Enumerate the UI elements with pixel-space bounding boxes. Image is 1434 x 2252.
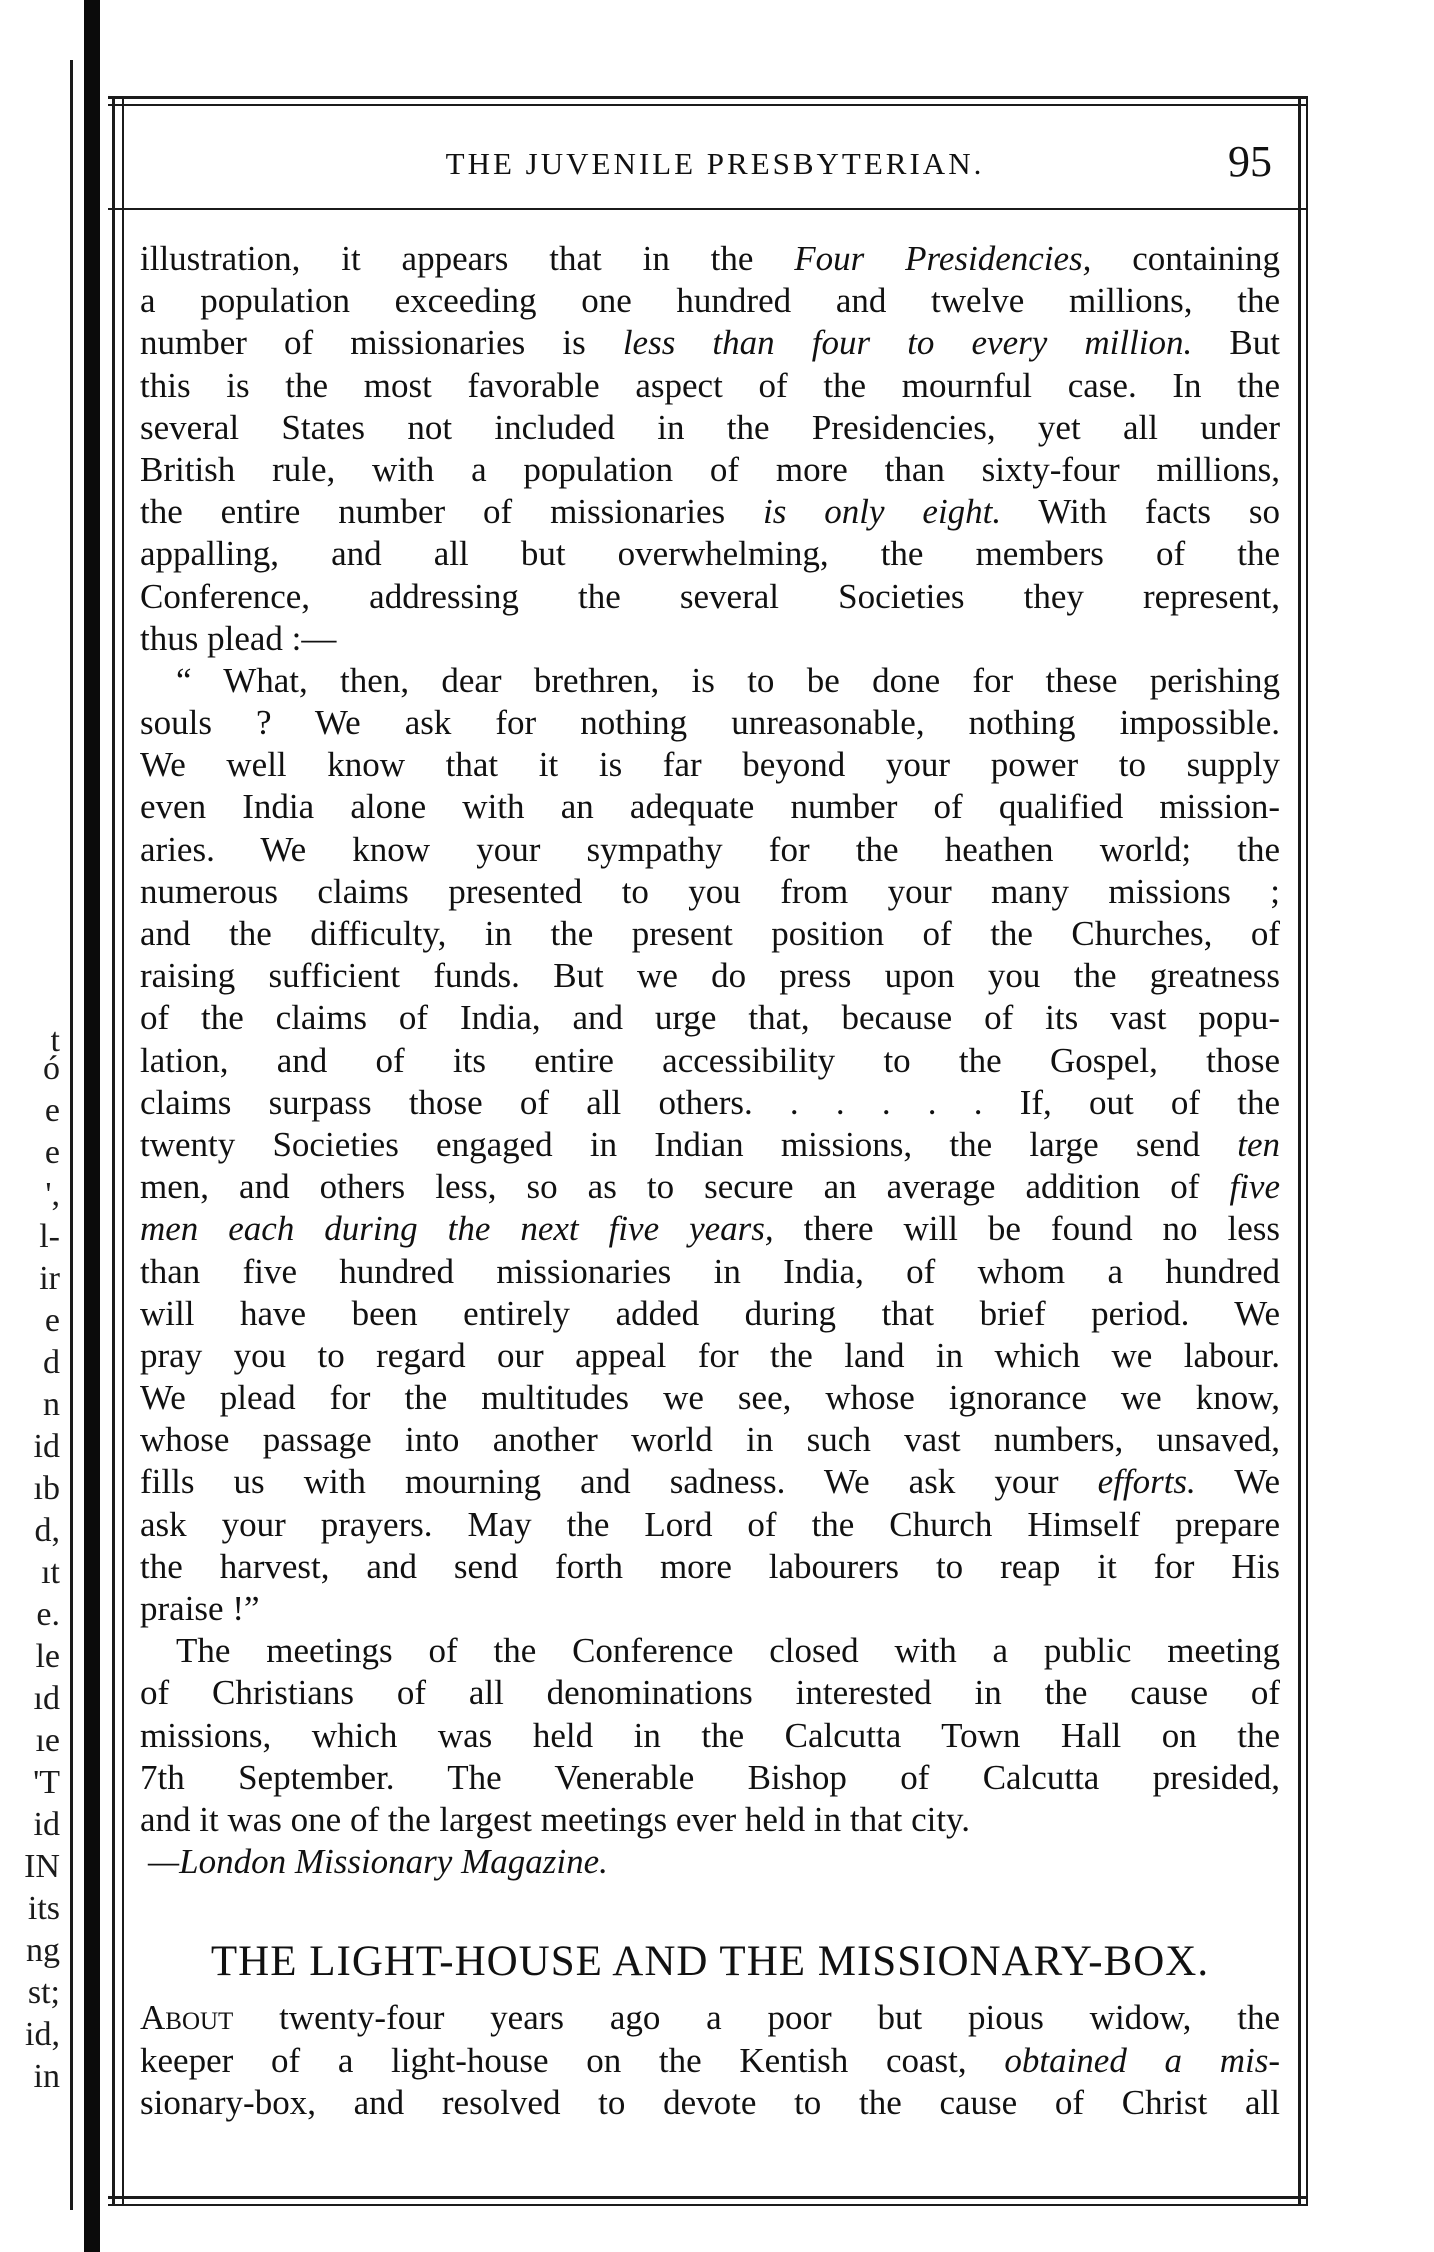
- text-line: men, and others less, so as to secure an average addition of five: [140, 1167, 1280, 1207]
- text-line: a population exceeding one hundred and twelve millions, the: [140, 281, 1280, 321]
- gutter-fragment: n: [43, 1386, 60, 1423]
- gutter-fragment: d: [43, 1344, 60, 1381]
- section-body: [140, 1997, 1280, 2124]
- section-heading: THE LIGHT-HOUSE AND THE MISSIONARY-BOX.: [210, 1938, 1210, 1986]
- text-line: and the difficulty, in the present position of the Churches, of: [140, 914, 1280, 953]
- text-line: Conference, addressing the several Societies they represent,: [140, 576, 1280, 616]
- gutter-fragment: e.: [36, 1596, 60, 1633]
- text-line: will have been entirely added during that brief period. We: [140, 1293, 1280, 1333]
- text-line: the harvest, and send forth more labourers to reap it for His: [140, 1546, 1280, 1586]
- gutter-fragment: e: [44, 1092, 60, 1129]
- text-line: The meetings of the Conference closed with a public meeting: [176, 1631, 1280, 1671]
- gutter-fragment: ng: [26, 1932, 60, 1969]
- gutter-fragment: ıb: [33, 1470, 60, 1507]
- text-line: ask your prayers. May the Lord of the Church Himself prepare: [140, 1504, 1280, 1544]
- gutter-fragment: IN: [24, 1848, 60, 1885]
- facing-page-gutter: [0, 240, 66, 2140]
- text-line: several States not included in the Presidencies, yet all under: [140, 407, 1280, 447]
- page-number: 95: [1228, 137, 1272, 186]
- text-line: raising sufficient funds. But we do press upon you the greatness: [140, 956, 1280, 996]
- text-line: number of missionaries is less than four to every million. But: [140, 323, 1280, 363]
- binding-rule: [70, 60, 73, 2210]
- section-text-line: sionary-box, and resolved to devote to the cause of Christ all: [140, 2082, 1280, 2122]
- gutter-fragment: e: [44, 1302, 60, 1339]
- text-line: 7th September. The Venerable Bishop of Calcutta presided,: [140, 1757, 1280, 1797]
- text-line: souls ? We ask for nothing unreasonable, nothing impossible.: [140, 703, 1280, 743]
- gutter-fragment: d,: [34, 1512, 60, 1549]
- text-line: illustration, it appears that in the Four Presidencies, containing: [140, 239, 1280, 278]
- gutter-fragment: st;: [27, 1974, 60, 2011]
- gutter-fragment: ',: [45, 1176, 60, 1213]
- text-line: “ What, then, dear brethren, is to be done for these perishing: [176, 660, 1280, 700]
- text-line: men each during the next five years, there will be found no less: [140, 1209, 1280, 1249]
- text-line: pray you to regard our appeal for the land in which we labour.: [140, 1335, 1280, 1375]
- text-line: this is the most favorable aspect of the mournful case. In the: [140, 365, 1280, 405]
- source-credit: —London Missionary Magazine.: [148, 1842, 608, 1882]
- article-body: [140, 238, 1280, 1841]
- gutter-fragment: ıd: [33, 1680, 60, 1717]
- text-line: and it was one of the largest meetings ever held in that city.: [140, 1799, 971, 1839]
- gutter-fragment: t: [50, 1022, 60, 1059]
- gutter-fragment: e: [44, 1134, 60, 1171]
- text-line: claims surpass those of all others. . . . . . If, out of the: [140, 1082, 1280, 1122]
- text-line: appalling, and all but overwhelming, the members of the: [140, 534, 1280, 574]
- gutter-fragment: le: [35, 1638, 60, 1675]
- gutter-fragment: ıt: [41, 1554, 60, 1591]
- gutter-fragment: 'T: [33, 1764, 60, 1801]
- text-line: the entire number of missionaries is only eight. With facts so: [140, 492, 1280, 532]
- gutter-fragment: id: [33, 1428, 60, 1465]
- text-line: British rule, with a population of more than sixty-four millions,: [140, 449, 1280, 489]
- text-line: twenty Societies engaged in Indian missions, the large send ten: [140, 1124, 1280, 1164]
- text-line: lation, and of its entire accessibility to the Gospel, those: [140, 1040, 1280, 1080]
- section-text-line: keeper of a light-house on the Kentish coast, obtained a mis-: [140, 2040, 1280, 2080]
- text-line: whose passage into another world in such vast numbers, unsaved,: [140, 1420, 1280, 1460]
- binding-spine: [84, 0, 100, 2252]
- gutter-fragment: in: [33, 2058, 60, 2095]
- text-line: We well know that it is far beyond your power to supply: [140, 745, 1280, 785]
- running-head: [130, 137, 1300, 200]
- text-column: [140, 238, 1280, 2124]
- text-line: thus plead :—: [140, 618, 337, 658]
- text-line: than five hundred missionaries in India, of whom a hundred: [140, 1251, 1280, 1291]
- journal-title: THE JUVENILE PRESBYTERIAN.: [445, 146, 985, 181]
- text-line: even India alone with an adequate number of qualified mission-: [140, 787, 1280, 827]
- gutter-fragment: id: [33, 1806, 60, 1843]
- text-line: numerous claims presented to you from your many missions ;: [140, 871, 1280, 911]
- text-line: missions, which was held in the Calcutta Town Hall on the: [140, 1715, 1280, 1755]
- text-line: of the claims of India, and urge that, because of its vast popu-: [140, 998, 1280, 1038]
- gutter-fragment: ir: [39, 1260, 60, 1297]
- text-line: of Christians of all denominations interested in the cause of: [140, 1673, 1280, 1713]
- text-line: We plead for the multitudes we see, whose ignorance we know,: [140, 1378, 1280, 1418]
- gutter-fragment: id,: [25, 2016, 60, 2053]
- text-line: fills us with mourning and sadness. We ask your efforts. We: [140, 1462, 1280, 1502]
- text-line: praise !”: [140, 1589, 260, 1628]
- gutter-fragment: ó: [43, 1050, 60, 1087]
- gutter-fragment: l-: [39, 1218, 60, 1255]
- text-line: aries. We know your sympathy for the heathen world; the: [140, 829, 1280, 869]
- gutter-fragment: its: [27, 1890, 60, 1927]
- section-text-line: About twenty-four years ago a poor but pious widow, the: [140, 1998, 1280, 2038]
- gutter-fragment: ıe: [35, 1722, 60, 1759]
